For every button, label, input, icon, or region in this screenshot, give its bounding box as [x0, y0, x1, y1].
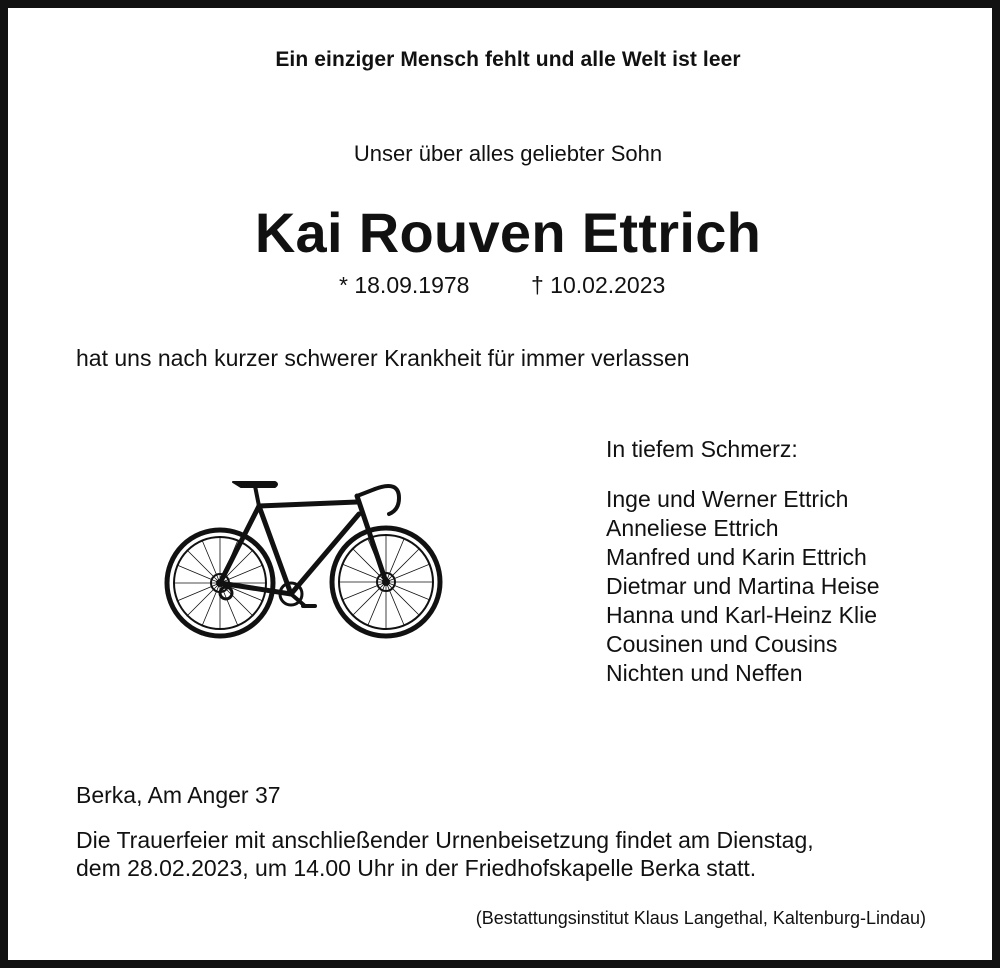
- funeral-notice: [76, 826, 814, 882]
- mourners-block: [606, 435, 880, 688]
- mourner-name: Dietmar und Martina Heise: [606, 573, 880, 599]
- mourner-name: Manfred und Karin Ettrich: [606, 544, 867, 570]
- funeral-notice-line: Die Trauerfeier mit anschließender Urnenbeisetzung findet am Dienstag,: [76, 827, 814, 853]
- deceased-name: Kai Rouven Ettrich: [254, 201, 762, 264]
- family-address: Berka, Am Anger 37: [76, 782, 281, 808]
- death-date: † 10.02.2023: [531, 272, 666, 298]
- mourners-heading: In tiefem Schmerz:: [606, 436, 798, 462]
- bicycle-icon: [163, 476, 448, 642]
- mourner-name: Hanna und Karl-Heinz Klie: [606, 602, 878, 628]
- undertaker-credit: (Bestattungsinstitut Klaus Langethal, Kaltenburg-Lindau): [475, 908, 926, 928]
- mourners-list: [606, 485, 880, 688]
- mourner-name: Cousinen und Cousins: [606, 631, 838, 657]
- passing-text: hat uns nach kurzer schwerer Krankheit für immer verlassen: [76, 345, 690, 371]
- mourner-name: Nichten und Neffen: [606, 660, 803, 686]
- intro-text: Unser über alles geliebter Sohn: [353, 141, 663, 166]
- mourner-name: Inge und Werner Ettrich: [606, 486, 849, 512]
- motto: Ein einziger Mensch fehlt und alle Welt ist leer: [275, 48, 741, 71]
- funeral-notice-line: dem 28.02.2023, um 14.00 Uhr in der Friedhofskapelle Berka statt.: [76, 855, 757, 881]
- mourner-name: Anneliese Ettrich: [606, 515, 779, 541]
- birth-date: * 18.09.1978: [339, 272, 470, 298]
